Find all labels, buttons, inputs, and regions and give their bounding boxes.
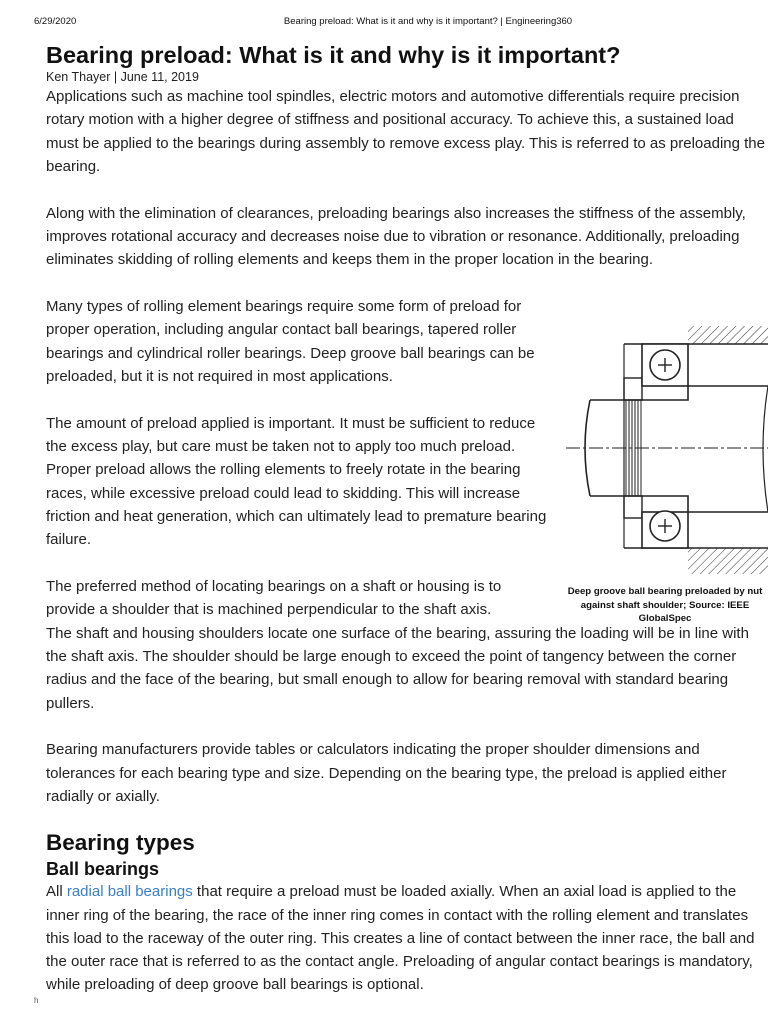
bearing-figure [566, 326, 768, 574]
article-byline: Ken Thayer | June 11, 2019 [46, 70, 199, 84]
paragraph-text-start: All [46, 883, 67, 901]
paragraph-bearing-types: Many types of rolling element bearings require some form of preload for proper operation, including angular contact ball bearings, tapered roller bearings and cylindrical roller bearings. Deep groove ball bearings can be preloaded, but it is not required in most applications. [46, 298, 535, 385]
paragraph-preload-amount: The amount of preload applied is important. It must be sufficient to reduce the excess play, but care must be taken not to apply too much preload. Proper preload allows the rolling elements to freely rotate in the bearing races, while excessive preload could lead to skidding. This will increase friction and heat generation, which can ultimately lead to premature bearing failure. [46, 414, 547, 549]
print-date: 6/29/2020 [34, 16, 77, 27]
radial-ball-bearings-link[interactable]: radial ball bearings [66, 883, 193, 901]
paragraph-manufacturers: Bearing manufacturers provide tables or calculators indicating the proper shoulder dimensions and tolerances for each bearing type and size. Depending on the bearing type, the preload is applied either radially or axially. [46, 741, 727, 805]
paragraph-text-rest: that require a preload must be loaded axially. When an axial load is applied to the inner ring of the bearing, the race of the inner ring comes in contact with the rolling element and translates this load to the raceway of the outer ring. This creates a line of contact between the inner race, the ball and the outer race that is referred to as the contact angle. Preloading of angular contact bearings is mandatory, while preloading of deep groove ball bearings is optional. [46, 883, 755, 994]
figure-caption: Deep groove ball bearing preloaded by nut against shaft shoulder; Source: IEEE GlobalSpec [567, 586, 763, 624]
print-header [0, 16, 768, 30]
section-heading-bearing-types: Bearing types [46, 830, 195, 856]
subsection-heading-ball-bearings: Ball bearings [46, 859, 160, 880]
paragraph-intro: Applications such as machine tool spindles, electric motors and automotive differentials require precision rotary motion with a higher degree of stiffness and positional accuracy. To achieve this, a sustained load must be applied to the bearings during assembly to remove excess play. This is referred to as preloading the bearing. [46, 88, 765, 175]
paragraph-shoulder-intro: The preferred method of locating bearings on a shaft or housing is to provide a shoulder that is machined perpendicular to the shaft axis. [46, 578, 502, 619]
print-page-title: Bearing preload: What is it and why is it important? | Engineering360 [283, 16, 573, 27]
paragraph-shoulder-detail: The shaft and housing shoulders locate one surface of the bearing, assuring the loading will be in line with the shaft axis. The shoulder should be large enough to exceed the point of tangency between the corner radius and the face of the bearing, but small enough to allow for bearing removal with standard bearing pullers. [46, 624, 749, 712]
article-title: Bearing preload: What is it and why is it important? [46, 42, 621, 68]
paragraph-ball-bearings [46, 880, 768, 996]
paragraph-clearances: Along with the elimination of clearances, preloading bearings also increases the stiffness of the assembly, improves rotational accuracy and decreases noise due to vibration or resonance. Additionally, preloading eliminates skidding of rolling elements and keeps them in the proper location in the bearing. [46, 204, 746, 269]
bearing-diagram [566, 326, 768, 574]
stray-mark: h [34, 996, 39, 1005]
